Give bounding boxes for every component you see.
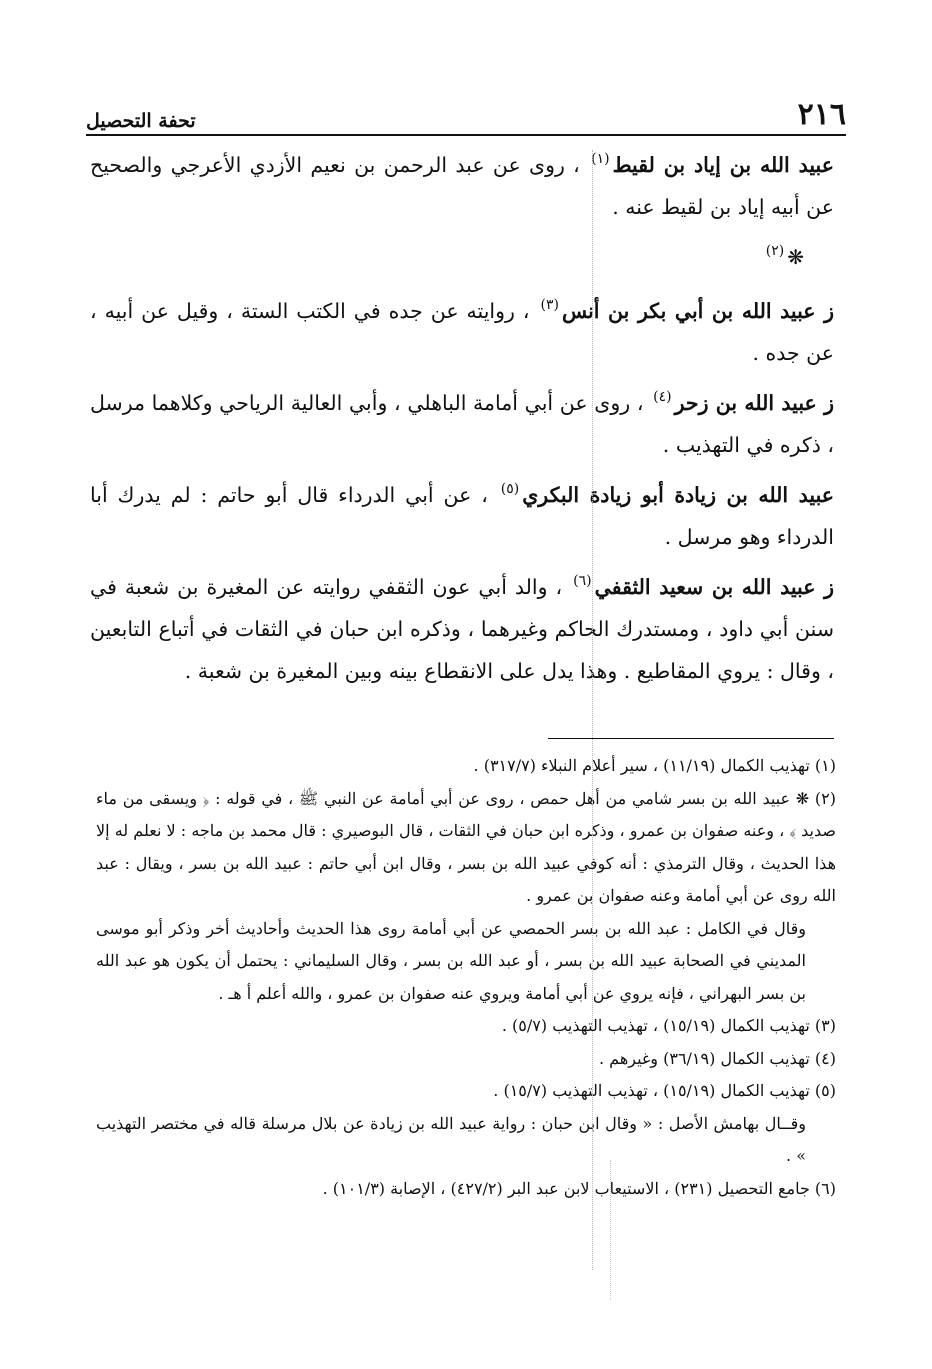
footnote-rule [548,738,834,739]
page-header [86,84,846,132]
entry-text: ، روايته عن جده في الكتب الستة ، وقيل عن أبيه ، عن جده . [90,299,834,365]
footnote: (٥) تهذيب الكمال (١٥/١٩) ، تهذيب التهذيب (١٥/٧) . [493,1081,836,1100]
scan-artifact-line [610,1160,611,1300]
entry-star [90,236,834,278]
footnote-ref: (٢) [765,243,785,259]
entry-text: ، عن أبي الدرداء قال أبو حاتم : لم يدرك أبا الدرداء وهو مرسل . [90,483,834,549]
footnote-ref: (٣) [540,297,559,313]
footnote-ref: (٤) [653,389,672,405]
page-number: ٢١٦ [797,97,846,132]
entry-name: ز عبيد الله بن أبي بكر بن أنس [561,299,834,323]
footnote-ref: (١) [591,151,610,167]
entry-name: ز عبيد الله بن زحر [674,391,834,415]
footnote: (١) تهذيب الكمال (١١/١٩) ، سير أعلام النبلاء (٣١٧/٧) . [473,756,836,775]
entry-name: عبيد الله بن زيادة أبو زيادة البكري [522,483,834,507]
footnote-ref: (٦) [573,573,592,589]
scan-artifact-line [592,150,593,1270]
entry [90,566,834,692]
entry [90,290,834,374]
footnote-ref: (٥) [500,481,520,497]
footnote: (٣) تهذيب الكمال (١٥/١٩) ، تهذيب التهذيب (٥/٧) . [501,1016,836,1035]
entry-text: ، والد أبي عون الثقفي روايته عن المغيرة بن شعبة في سنن أبي داود ، ومستدرك الحاكم وغيرهما ، وذكره ابن حبان في الثقات في أتباع التابعين ، وقال : يروي المقاطيع . وهذا يدل على الانقطاع بينه وبين المغيرة بن شعبة . [90,575,834,683]
header-rule [86,134,846,136]
entry [90,144,834,228]
entry [90,474,834,558]
main-text [90,144,834,700]
footnote: (٤) تهذيب الكمال (٣٦/١٩) وغيرهم . [599,1048,836,1068]
footnotes [96,750,836,1205]
star-icon: ❋ [787,245,804,269]
footnote-continuation: وقال في الكامل : عبد الله بن بسر الحمصي عن أبي أمامة روى هذا الحديث وأحاديث أخر وذكر أبو موسى المديني في الصحابة عبيد الله بن بسر ، أو عبد الله بن بسر ، وقال السليماني : يحتمل أن يكون هو عبد الله بن بسر البهراني ، فإنه يروي عن أبي أمامة ويروي عنه صفوان بن عمرو ، والله أعلم أ هـ . [96,918,807,1003]
entry [90,382,834,466]
entry-text: ، روى عن أبي أمامة الباهلي ، وأبي العالية الرياحي وكلاهما مرسل ، ذكره في التهذيب . [90,391,834,457]
footnote-continuation: وقــال بهامش الأصل : « وقال ابن حبان : رواية عبيد الله بن زيادة عن بلال مرسلة قاله في مختصر التهذيب » . [96,1113,806,1165]
footnote: (٢) ❋ عبيد الله بن بسر شامي من أهل حمص ، روى عن أبي أمامة عن النبي ﷺ ، في قوله : ﴿ ويسقى من ماء صديد ﴾ ، وعنه صفوان بن عمرو ، وذكره ابن حبان في الثقات ، قال البوصيري : قال محمد بن ماجه : لا نعلم له إلا هذا الحديث ، وقال الترمذي : أنه كوفي عبيد الله بن بسر ، وقال ابن أبي حاتم : عبيد الله بن بسر ، ويقال : عبد الله روى عن أبي أمامة وعنه صفوان بن عمرو . [96,788,836,905]
entry-name: ز عبيد الله بن سعيد الثقفي [594,575,834,599]
running-title: تحفة التحصيل [86,110,196,132]
entry-text: ، روى عن عبد الرحمن بن نعيم الأزدي الأعرجي والصحيح عن أبيه إياد بن لقيط عنه . [90,153,834,219]
footnote: (٦) جامع التحصيل (٢٣١) ، الاستيعاب لابن عبد البر (٤٢٧/٢) ، الإصابة (١٠١/٣) . [322,1178,836,1198]
entry-name: عبيد الله بن إياد بن لقيط [612,153,834,177]
